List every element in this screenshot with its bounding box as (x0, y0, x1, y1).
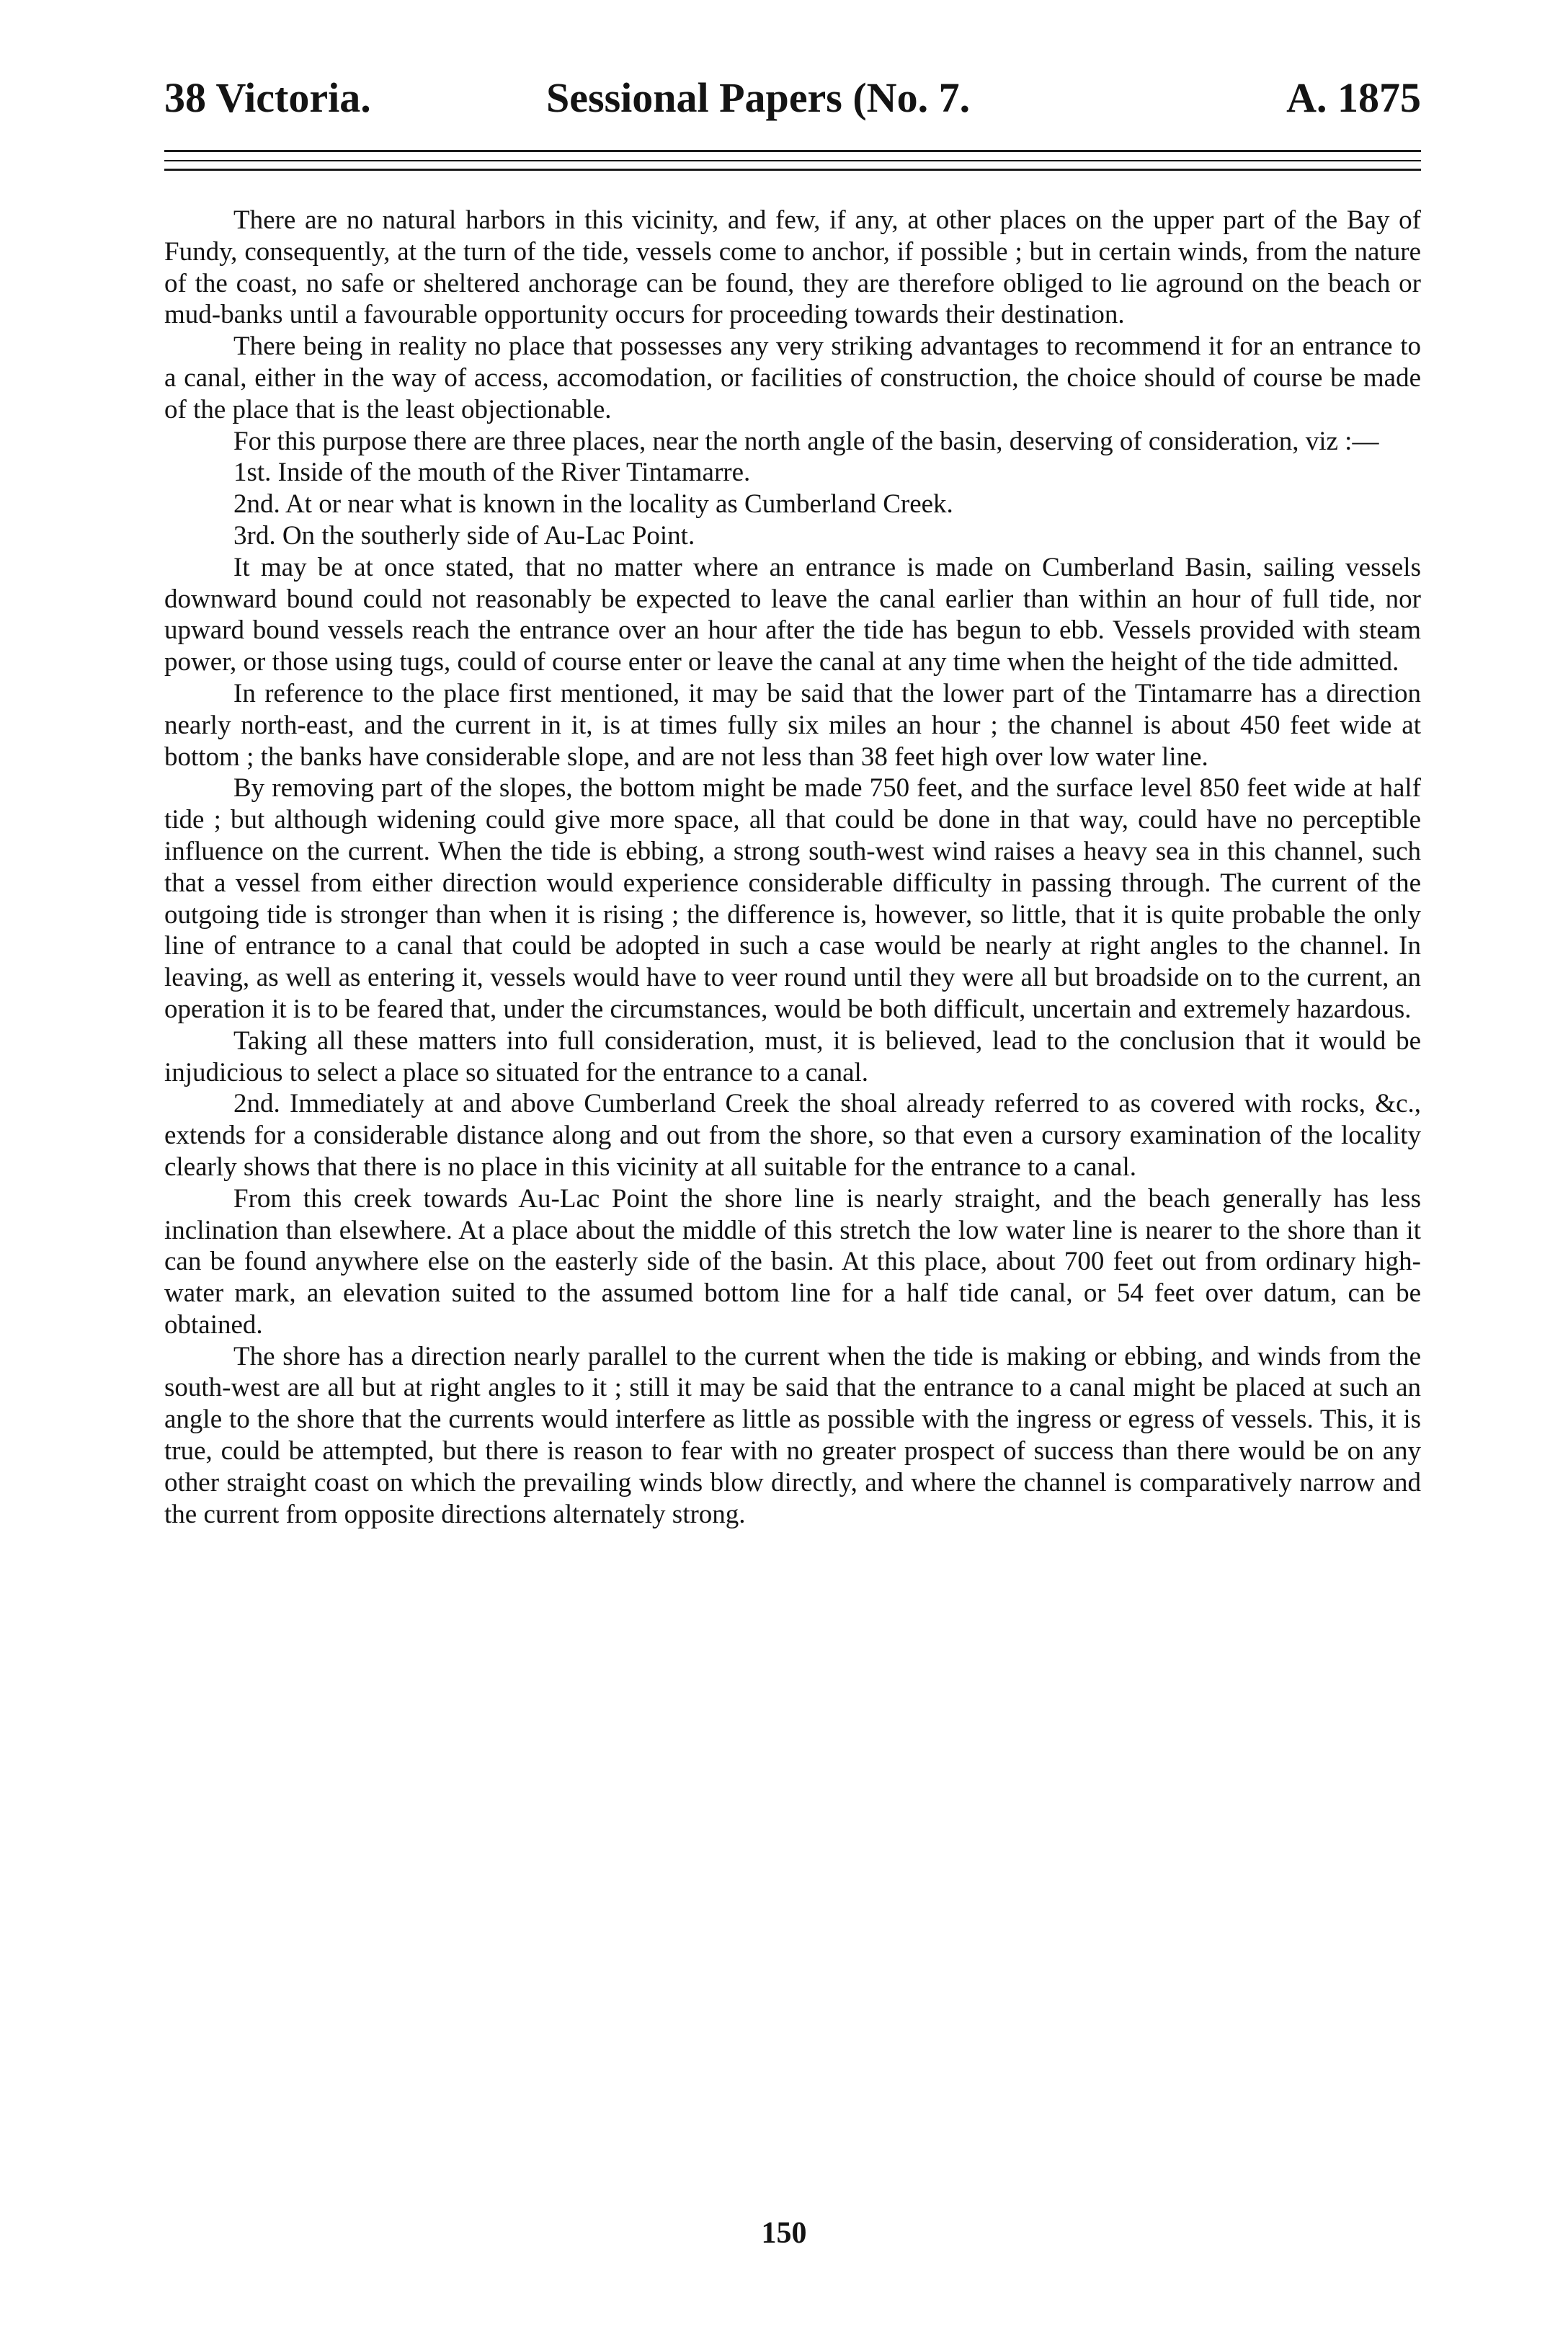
header-rule-middle (164, 160, 1421, 161)
list-item-cumberland-creek: 2nd. At or near what is known in the locality as Cumberland Creek. (233, 489, 953, 520)
header-rule-top (164, 150, 1421, 152)
paragraph-cumberland-creek: 2nd. Immediately at and above Cumberland Creek the shoal already referred to as covered with rocks, &c., extends for a considerable distance along and out from the shore, so that even a cursory examination of the locality clearly shows that there is no place in this vicinity at all suitable for the entrance to a canal. (164, 1089, 1421, 1182)
paragraph-conclusion: Taking all these matters into full consideration, must, it is believed, lead to the conclusion that it would be injudicious to select a place so situated for the entrance to a canal. (164, 1025, 1421, 1087)
header-year: A. 1875 (1286, 74, 1421, 121)
paragraph-tintamarre: In reference to the place first mentioned, it may be said that the lower part of the Tintamarre has a direction nearly north-east, and the current in it, is at times fully six miles an hour ; the channel is about 450 feet wide at bottom ; the banks have considerable slope, and are not less than 38 feet high over low water line. (164, 678, 1421, 772)
paragraph-widening: By removing part of the slopes, the bottom might be made 750 feet, and the surface level 850 feet wide at half tide ; but although widening could give more space, all that could be done in that way, could have no perceptible influence on the current. When the tide is ebbing, a strong south-west wind raises a heavy sea in this channel, such that a vessel from either direction would experience considerable difficulty in passing through. The current of the outgoing tide is stronger than when it is rising ; the difference is, however, so little, that it is quite probable the only line of entrance to a canal that could be adopted in such a case would be nearly at right angles to the channel. In leaving, as well as entering it, vessels would have to veer round until they were all but broadside on to the current, an operation it is to be feared that, under the circumstances, would be both difficult, uncertain and extremely hazardous. (164, 773, 1421, 1024)
paragraph-tide-timing: It may be at once stated, that no matter where an entrance is made on Cumberland Basin, sailing vessels downward bound could not reasonably be expected to leave the canal earlier than within an hour of full tide, nor upward bound vessels reach the entrance over an hour after the tide has begun to ebb. Vessels provided with steam power, or those using tugs, could of course enter or leave the canal at any time when the height of the tide admitted. (164, 552, 1421, 677)
header-session: 38 Victoria. (164, 74, 371, 121)
header-rule-bottom (164, 169, 1421, 171)
paragraph-no-place: There being in reality no place that possesses any very striking advantages to recommend it for an entrance to a canal, either in the way of access, accomodation, or facilities of construction, the choice should of course be made of the place that is the least objectionable. (164, 331, 1421, 424)
page-number: 150 (761, 2217, 807, 2250)
header-publication: Sessional Papers (No. 7. (546, 74, 971, 121)
body-text (164, 205, 1421, 1530)
list-item-au-lac: 3rd. On the southerly side of Au-Lac Point. (233, 520, 695, 551)
paragraph-au-lac-shore: From this creek towards Au-Lac Point the shore line is nearly straight, and the beach generally has less inclination than elsewhere. At a place about the middle of this stretch the low water line is nearer to the shore than it can be found anywhere else on the easterly side of the basin. At this place, about 700 feet out from ordinary high-water mark, an elevation suited to the assumed bottom line for a half tide canal, or 54 feet over datum, can be obtained. (164, 1183, 1421, 1340)
paragraph-shore-direction: The shore has a direction nearly parallel to the current when the tide is making or ebbing, and winds from the south-west are all but at right angles to it ; still it may be said that the entrance to a canal might be placed at such an angle to the shore that the currents would interfere as little as possible with the ingress or egress of vessels. This, it is true, could be attempted, but there is reason to fear with no greater prospect of success than there would be on any other straight coast on which the prevailing winds blow directly, and where the channel is comparatively narrow and the current from opposite directions alternately strong. (164, 1341, 1421, 1529)
running-header (164, 69, 1421, 127)
paragraph-harbors: There are no natural harbors in this vicinity, and few, if any, at other places on the upper part of the Bay of Fundy, consequently, at the turn of the tide, vessels come to anchor, if possible ; but in certain winds, from the nature of the coast, no safe or sheltered anchorage can be found, they are therefore obliged to lie aground on the beach or mud-banks until a favourable opportunity occurs for proceeding towards their destination. (164, 205, 1421, 330)
list-item-tintamarre: 1st. Inside of the mouth of the River Tintamarre. (233, 458, 751, 488)
paragraph-three-places: For this purpose there are three places, near the north angle of the basin, deserving of consideration, viz :— (233, 426, 1379, 456)
